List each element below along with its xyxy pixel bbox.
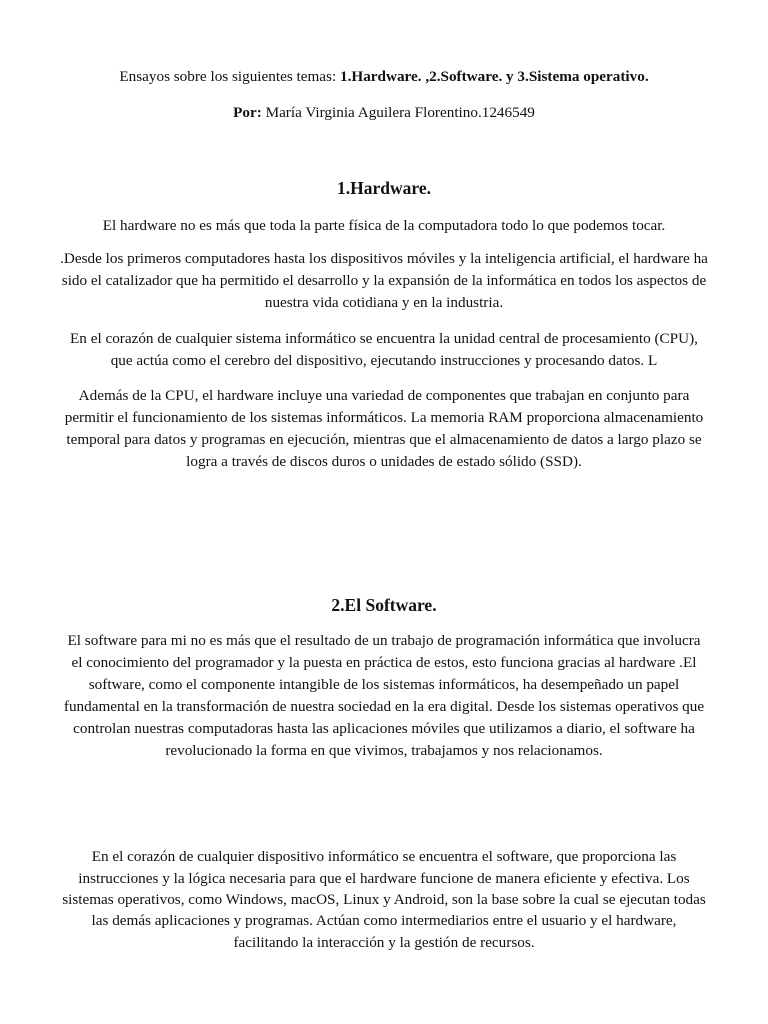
paragraph-line: que actúa como el cerebro del dispositivo, ejecutando instrucciones y procesando datos. L bbox=[110, 352, 658, 369]
title-prefix: Ensayos sobre los siguientes temas: bbox=[119, 68, 340, 85]
paragraph-line: El software para mi no es más que el resultado de un trabajo de programación informática que involucra bbox=[67, 632, 701, 649]
paragraph-line: controlan nuestras computadoras hasta las aplicaciones móviles que utilizamos a diario, el software ha bbox=[73, 720, 695, 737]
paragraph-line: las demás aplicaciones y programas. Actúan como intermediarios entre el usuario y el hardware, bbox=[91, 912, 677, 929]
paragraph-line: facilitando la interacción y la gestión de recursos. bbox=[233, 934, 535, 951]
paragraph-line: El hardware no es más que toda la parte física de la computadora todo lo que podemos tocar. bbox=[102, 217, 666, 234]
paragraph-line: fundamental en la transformación de nuestra sociedad en la era digital. Desde los sistemas operativos que bbox=[63, 698, 705, 715]
paragraph-line: revolucionado la forma en que vivimos, trabajamos y nos relacionamos. bbox=[165, 742, 603, 759]
section-heading-hardware: 1.Hardware. bbox=[337, 178, 431, 198]
paragraph-line: sistemas operativos, como Windows, macOS, Linux y Android, son la base sobre la cual se ejecutan todas bbox=[62, 891, 706, 908]
author-name: María Virginia Aguilera Florentino.1246549 bbox=[261, 104, 535, 121]
title-topics: 1.Hardware. ,2.Software. y 3.Sistema operativo. bbox=[339, 68, 649, 85]
document-title bbox=[0, 66, 768, 88]
paragraph-line: nuestra vida cotidiana y en la industria. bbox=[264, 294, 504, 311]
section-heading-software: 2.El Software. bbox=[331, 595, 437, 615]
paragraph-line: En el corazón de cualquier dispositivo informático se encuentra el software, que proporciona las bbox=[91, 848, 677, 865]
author-line bbox=[0, 102, 768, 124]
paragraph-line: logra a través de discos duros o unidades de estado sólido (SSD). bbox=[186, 453, 582, 470]
paragraph-line: En el corazón de cualquier sistema informático se encuentra la unidad central de procesamiento (CPU), bbox=[70, 330, 698, 347]
paragraph-line: temporal para datos y programas en ejecución, mientras que el almacenamiento de datos a largo plazo se bbox=[66, 431, 702, 448]
paragraph-line: sido el catalizador que ha permitido el desarrollo y la expansión de la informática en todos los aspectos de bbox=[61, 272, 707, 289]
author-label: Por: bbox=[233, 104, 262, 121]
paragraph-line: Además de la CPU, el hardware incluye una variedad de componentes que trabajan en conjunto para bbox=[78, 387, 690, 404]
paragraph-line: instrucciones y la lógica necesaria para que el hardware funcione de manera eficiente y efectiva. Los bbox=[78, 870, 690, 887]
paragraph-line: el conocimiento del programador y la puesta en práctica de estos, esto funciona gracias al hardware .El bbox=[71, 654, 697, 671]
paragraph-line: permitir el funcionamiento de los sistemas informáticos. La memoria RAM proporciona almacenamiento bbox=[64, 409, 704, 426]
paragraph-line: software, como el componente intangible de los sistemas informáticos, ha desempeñado un papel bbox=[88, 676, 680, 693]
paragraph-line: .Desde los primeros computadores hasta los dispositivos móviles y la inteligencia artificial, el hardware ha bbox=[60, 250, 708, 267]
